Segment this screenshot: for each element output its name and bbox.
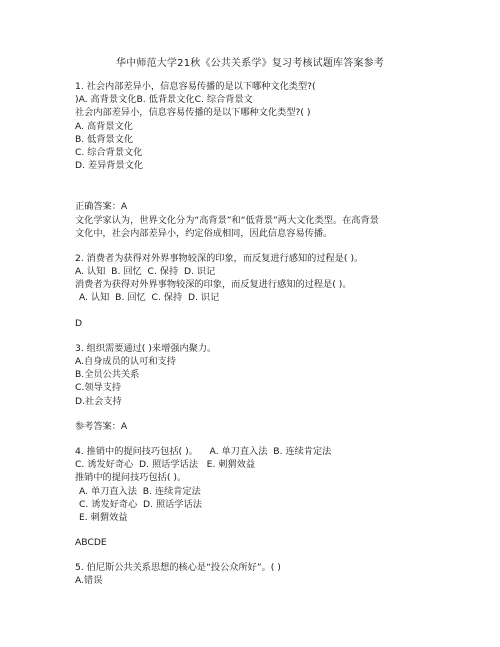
document-body — [75, 80, 435, 588]
q4-stem-repeat: 推销中的提问技巧包括( )。 — [75, 472, 187, 484]
q4-answer: ABCDE — [75, 537, 107, 549]
page-title: 华中师范大学21秋《公共关系学》复习考核试题库答案参考 — [115, 58, 385, 69]
q4-options-cd: C. 诱发好奇心 D. 照话学话法 — [79, 498, 202, 510]
q1-option-b: B. 低背景文化 — [75, 133, 134, 145]
q4-option-e: E. 刺猬效益 — [79, 511, 128, 523]
q3-option-b: B.全员公共关系 — [75, 369, 140, 381]
q5-option-a: A.错误 — [75, 575, 103, 587]
q2-stem-line2: A. 认知 B. 回忆 C. 保持 D. 识记 — [75, 266, 216, 278]
q1-option-a: A. 高背景文化 — [75, 120, 133, 132]
q1-explanation-line1: 文化学家认为，世界文化分为“高背景”和“低背景”两大文化类型。在高背景 — [75, 214, 379, 226]
q3-option-c: C.领导支持 — [75, 382, 122, 394]
q2-stem-line1: 2. 消费者为获得对外界事物较深的印象，而反复进行感知的过程是( )。 — [75, 252, 364, 264]
q4-stem-line2: C. 诱发好奇心 D. 照话学话法 E. 刺猬效益 — [75, 459, 256, 471]
q5-stem: 5. 伯尼斯公共关系思想的核心是“投公众所好”。( ) — [75, 562, 281, 574]
q3-answer: 参考答案：A — [75, 420, 128, 432]
q4-stem-line1: 4. 推销中的提问技巧包括( )。 A. 单刀直入法 B. 连续肯定法 — [75, 445, 332, 457]
q1-stem-repeat: 社会内部差异小，信息容易传播的是以下哪种文化类型?( ) — [75, 107, 311, 119]
q1-stem-line2: )A. 高背景文化B. 低背景文化C. 综合背景文 — [75, 94, 253, 106]
q3-stem: 3. 组织需要通过( )来增强内聚力。 — [75, 342, 217, 354]
q3-option-a: A.自身成员的认可和支持 — [75, 356, 176, 367]
q3-option-d: D.社会支持 — [75, 395, 122, 407]
q1-explanation-line2: 文化中，社会内部差异小，约定俗成相同，因此信息容易传播。 — [75, 227, 333, 239]
q2-stem-repeat: 消费者为获得对外界事物较深的印象，而反复进行感知的过程是( )。 — [75, 279, 352, 291]
q1-stem-line1: 1. 社会内部差异小，信息容易传播的是以下哪种文化类型?( — [75, 81, 316, 92]
q2-options: A. 认知 B. 回忆 C. 保持 D. 识记 — [79, 292, 220, 304]
q1-option-c: C. 综合背景文化 — [75, 146, 143, 158]
q2-answer: D — [75, 317, 83, 329]
q1-answer: 正确答案：A — [75, 201, 128, 213]
q1-option-d: D. 差异背景文化 — [75, 160, 144, 172]
q4-options-ab: A. 单刀直入法 B. 连续肯定法 — [79, 485, 201, 497]
